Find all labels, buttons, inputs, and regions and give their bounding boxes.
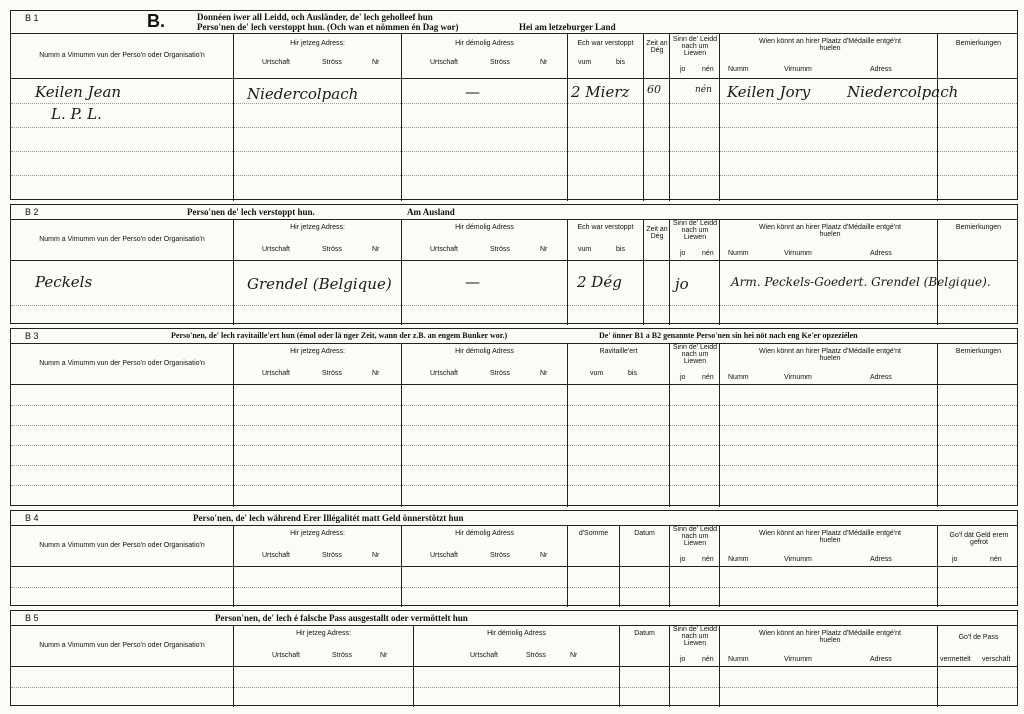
col-street: Ströss (332, 652, 352, 659)
section-title-right: Hei am letzeburger Land (519, 22, 616, 32)
col-street: Ströss (322, 59, 342, 66)
entry-current-addr: Niedercolpach (247, 85, 359, 103)
col-medal-addr: Adress (870, 556, 892, 563)
col-medal-first: Virnumm (784, 374, 812, 381)
col-money-back: Go'f dät Geld erem gefrot (949, 532, 1009, 546)
col-no: nén (702, 66, 714, 73)
col-medal: Wien könnt an hirer Plaatz d'Médaille entgé'nt huelen (759, 348, 901, 362)
col-locality: Urtschaft (430, 59, 459, 66)
col-medal-addr: Adress (870, 250, 892, 257)
column-headers (11, 34, 1017, 79)
col-locality: Urtschaft (430, 552, 459, 559)
col-suffered: Sinn de' Leidd nach um Liewen (672, 36, 718, 57)
col-remarks: Bemierkungen (955, 348, 1002, 355)
col-remarks: Bemierkungen (955, 40, 1002, 47)
col-street: Ströss (490, 59, 510, 66)
col-medal-first: Virnumm (784, 556, 812, 563)
col-nr: Nr (372, 552, 380, 559)
col-from: vum (578, 246, 592, 253)
col-current-addr: Hir jetzeg Adress: (290, 224, 345, 231)
section-b1-header (11, 11, 1017, 34)
col-medal: Wien könnt an hirer Plaatz d'Médaille entgé'nt huelen (759, 530, 901, 544)
col-street: Ströss (490, 552, 510, 559)
section-b3-header (11, 329, 1017, 344)
col-suffered: Sinn de' Leidd nach um Liewen (672, 344, 718, 365)
col-date: Datum (634, 530, 655, 537)
col-from: vum (578, 59, 592, 66)
col-pass: Go'f de Pass (958, 634, 999, 641)
col-nr: Nr (372, 246, 380, 253)
entry-yes: jo (675, 275, 689, 293)
col-medal-name: Numm (728, 66, 749, 73)
col-nr: Nr (372, 59, 380, 66)
section-title: Perso'nen, de' lech ravitaille'ert hun (émol oder lä nger Zeit, wann der z.B. an engem Bunker wor.) (171, 331, 508, 340)
section-title: Person'nen, de' lech é falsche Pass ausgestallt oder vermöttelt hun (215, 613, 468, 623)
col-from: vum (590, 370, 604, 377)
col-hidden: Ech war verstoppt (577, 40, 634, 47)
col-no: nén (702, 250, 714, 257)
col-former-addr: Hir démolig Adress (455, 348, 514, 355)
section-b2 (10, 204, 1018, 324)
col-street: Ströss (526, 652, 546, 659)
col-locality: Urtschaft (262, 370, 291, 377)
col-locality: Urtschaft (262, 59, 291, 66)
col-yes: jo (680, 250, 686, 257)
col-locality: Urtschaft (262, 552, 291, 559)
col-medal: Wien könnt an hirer Plaatz d'Médaille entgé'nt huelen (759, 224, 901, 238)
col-locality: Urtschaft (430, 246, 459, 253)
section-title-right: De' önner B1 a B2 genannte Perso'nen sin hei nöt nach eng Ke'er opzeziélen (599, 331, 858, 340)
col-medal-first: Virnumm (784, 66, 812, 73)
section-b4-header (11, 511, 1017, 526)
col-name: Numm a Vimumm vun der Perso'n oder Organisatio'n (39, 542, 205, 549)
col-no: nén (702, 656, 714, 663)
section-b5-body (11, 667, 1017, 707)
col-medal-addr: Adress (870, 374, 892, 381)
col-nr: Nr (380, 652, 388, 659)
section-code: B 2 (25, 207, 39, 217)
col-former-addr: Hir démolig Adress (455, 224, 514, 231)
col-to: bis (628, 370, 637, 377)
col-nr: Nr (540, 552, 548, 559)
col-medal: Wien könnt an hirer Plaatz d'Médaille entgé'nt huelen (759, 38, 901, 52)
entry-former-addr: — (465, 83, 480, 101)
section-b4-body (11, 567, 1017, 607)
col-street: Ströss (322, 370, 342, 377)
col-street: Ströss (490, 370, 510, 377)
entry-no: nén (695, 85, 712, 95)
column-headers (11, 526, 1017, 567)
col-nr: Nr (540, 59, 548, 66)
section-b1-body (11, 79, 1017, 201)
col-yes: jo (952, 556, 958, 563)
col-street: Ströss (322, 552, 342, 559)
col-name: Numm a Vimumm vun der Perso'n oder Organisatio'n (39, 642, 205, 649)
col-yes: jo (680, 374, 686, 381)
col-current-addr: Hir jetzeg Adress: (290, 348, 345, 355)
col-medal-first: Virnumm (784, 656, 812, 663)
col-medal-first: Virnumm (784, 250, 812, 257)
col-street: Ströss (322, 246, 342, 253)
column-headers (11, 220, 1017, 261)
col-medal-addr: Adress (870, 66, 892, 73)
col-locality: Urtschaft (262, 246, 291, 253)
col-date: Datum (634, 630, 655, 637)
section-title-line1: Donnéen iwer all Leidd, och Ausländer, de' lech geholleef hun (197, 12, 433, 22)
entry-name: Peckels (35, 273, 93, 291)
col-medal: Wien könnt an hirer Plaatz d'Médaille entgé'nt huelen (759, 630, 901, 644)
col-former-addr: Hir démolig Adress (455, 530, 514, 537)
col-supplied: Ravitaille'ert (599, 348, 638, 355)
column-headers (11, 344, 1017, 385)
col-arranged: verschäft (982, 656, 1011, 663)
column-headers (11, 626, 1017, 667)
col-remarks: Bemierkungen (955, 224, 1002, 231)
entry-current-addr: Grendel (Belgique) (247, 275, 392, 293)
col-medal-name: Numm (728, 556, 749, 563)
col-current-addr: Hir jetzeg Adress: (296, 630, 351, 637)
entry-medal-name: Keilen Jory (727, 83, 811, 101)
col-hidden: Ech war verstoppt (577, 224, 634, 231)
section-code: B 4 (25, 513, 39, 523)
col-no: nén (702, 374, 714, 381)
section-title: Perso'nen, de' lech während Erer Illégalitét matt Geld önnerstötzt hun (193, 513, 464, 523)
section-code: B 5 (25, 613, 39, 623)
col-nr: Nr (372, 370, 380, 377)
col-nr: Nr (540, 246, 548, 253)
section-b5-header (11, 611, 1017, 626)
col-yes: jo (680, 656, 686, 663)
entry-name: Keilen Jean (35, 83, 122, 101)
col-current-addr: Hir jetzeg Adress: (290, 530, 345, 537)
entry-from: 2 Dég (577, 273, 622, 291)
section-b2-header (11, 205, 1017, 220)
col-medal-name: Numm (728, 374, 749, 381)
col-to: bis (616, 59, 625, 66)
section-b1 (10, 10, 1018, 200)
col-no: nén (702, 556, 714, 563)
section-code: B 1 (25, 13, 39, 23)
col-locality: Urtschaft (430, 370, 459, 377)
col-to: bis (616, 246, 625, 253)
col-suffered: Sinn de' Leidd nach um Liewen (672, 626, 718, 647)
col-name: Numm a Vimumm vun der Perso'n oder Organisatio'n (39, 360, 205, 367)
col-yes: jo (680, 556, 686, 563)
section-code: B 3 (25, 331, 39, 341)
col-nr: Nr (570, 652, 578, 659)
section-b5 (10, 610, 1018, 706)
col-medal-name: Numm (728, 656, 749, 663)
col-time: Zeit an Dég (646, 226, 668, 240)
col-issued: vermettelt (940, 656, 971, 663)
col-former-addr: Hir démolig Adress (455, 40, 514, 47)
section-title: Perso'nen de' lech verstoppt hun. (187, 207, 315, 217)
col-name: Numm a Vimumm vun der Perso'n oder Organisatio'n (39, 236, 205, 243)
col-locality: Urtschaft (470, 652, 499, 659)
section-title-right: Am Ausland (407, 207, 455, 217)
col-no: nén (990, 556, 1002, 563)
section-title-line2: Perso'nen de' lech verstoppt hun. (Och wan et nömmen én Dag wor) (197, 22, 459, 32)
entry-former-addr: — (465, 273, 480, 291)
entry-days: 60 (647, 83, 661, 96)
col-nr: Nr (540, 370, 548, 377)
col-suffered: Sinn de' Leidd nach um Liewen (672, 526, 718, 547)
entry-name-line2: L. P. L. (51, 105, 102, 123)
col-sum: d'Somme (578, 530, 609, 537)
col-former-addr: Hir démolig Adress (487, 630, 546, 637)
col-medal-name: Numm (728, 250, 749, 257)
col-medal-addr: Adress (870, 656, 892, 663)
form-letter: B. (147, 11, 165, 31)
col-yes: jo (680, 66, 686, 73)
col-locality: Urtschaft (272, 652, 301, 659)
col-time: Zeit an Dég (646, 40, 668, 54)
section-b3 (10, 328, 1018, 506)
section-b4 (10, 510, 1018, 606)
col-street: Ströss (490, 246, 510, 253)
section-b2-body (11, 261, 1017, 325)
col-name: Numm a Vimumm vun der Perso'n oder Organisatio'n (39, 52, 205, 59)
entry-from: 2 Mierz (571, 83, 630, 101)
section-b3-body (11, 385, 1017, 507)
entry-medal-addr: Niedercolpach (847, 83, 959, 101)
col-suffered: Sinn de' Leidd nach um Liewen (672, 220, 718, 241)
entry-medal: Arm. Peckels-Goedert. Grendel (Belgique). (731, 275, 991, 289)
col-current-addr: Hir jetzeg Adress: (290, 40, 345, 47)
